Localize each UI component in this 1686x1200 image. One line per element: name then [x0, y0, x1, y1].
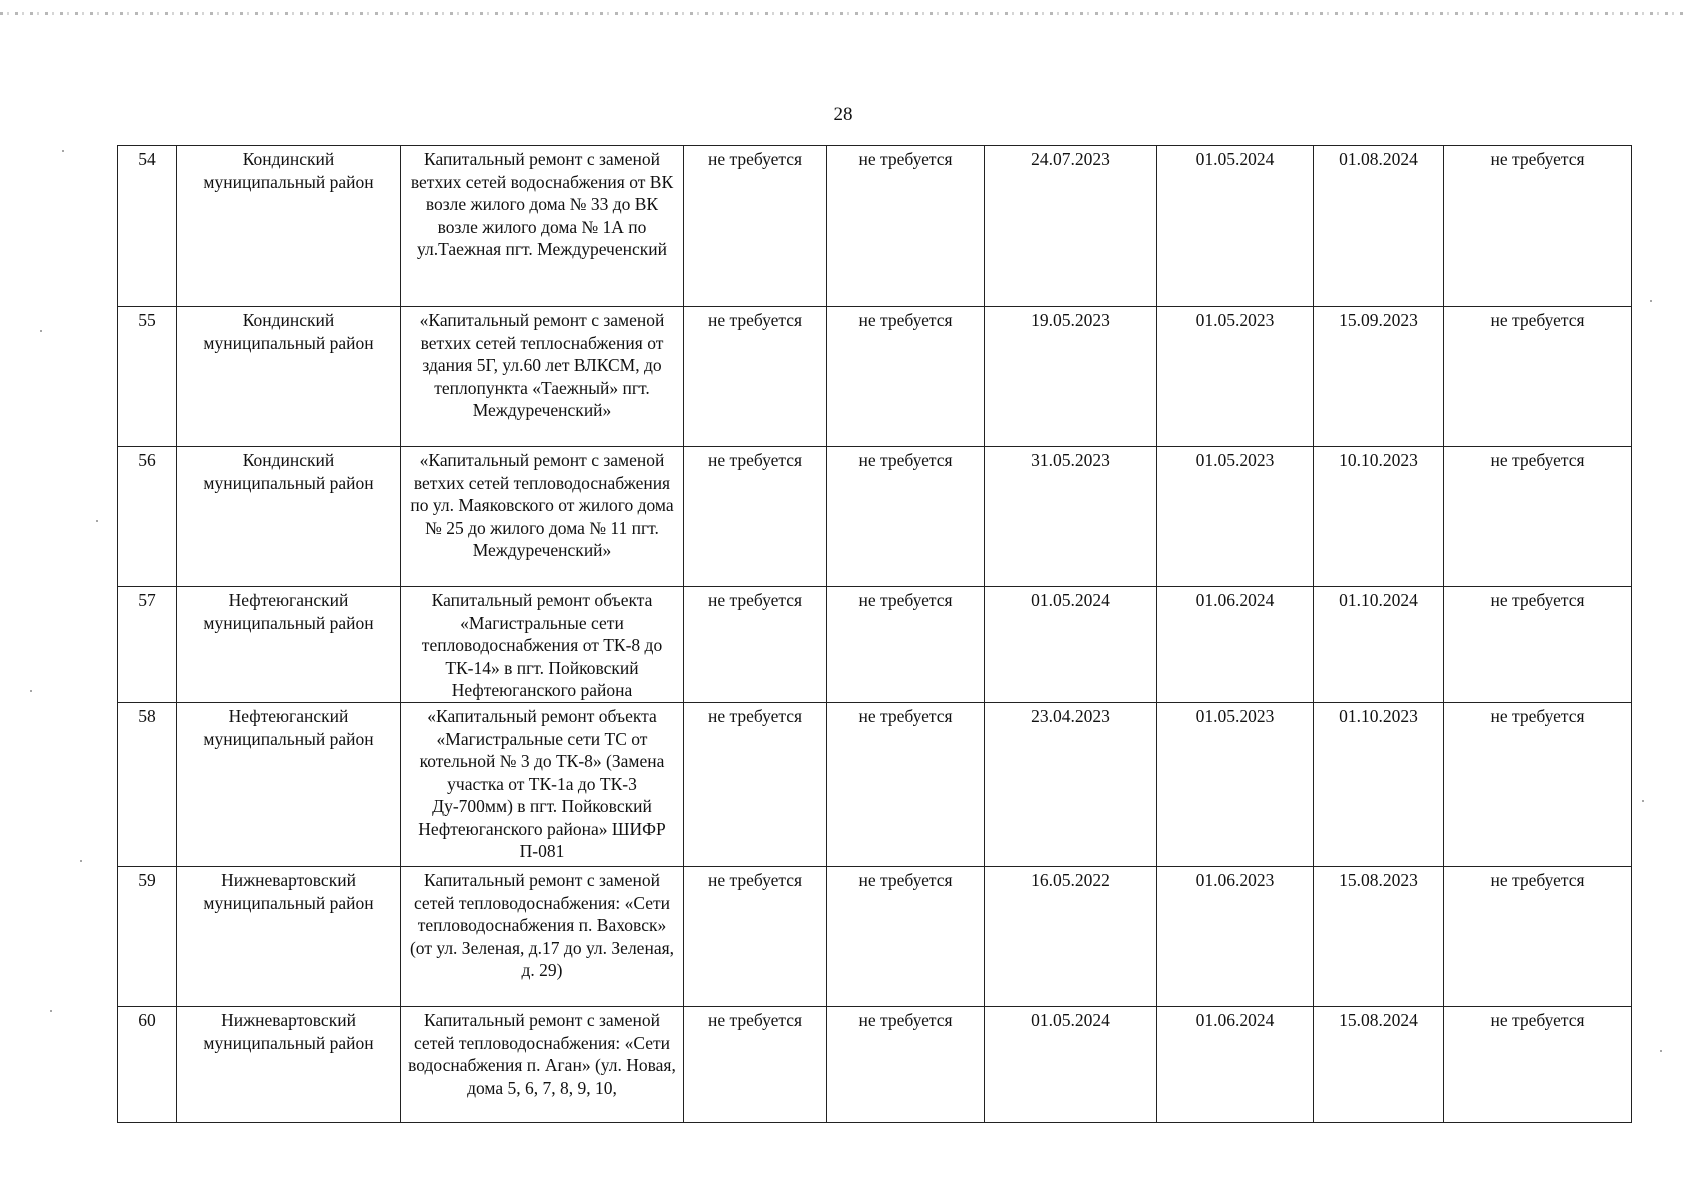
- scan-speck: [80, 860, 82, 862]
- row-number: 58: [118, 703, 177, 867]
- date-cell: 23.04.2023: [985, 703, 1157, 867]
- scan-speck: [1660, 1050, 1662, 1052]
- row-number: 59: [118, 867, 177, 1007]
- requirement-cell: не требуется: [1444, 867, 1632, 1007]
- municipality-cell: Кондинский муниципальный район: [177, 146, 401, 307]
- requirement-cell: не требуется: [1444, 703, 1632, 867]
- scan-edge-noise: [0, 12, 1686, 15]
- date-cell: 15.09.2023: [1314, 307, 1444, 447]
- table-row: [118, 146, 1632, 307]
- scan-speck: [1642, 800, 1644, 802]
- row-number: 60: [118, 1007, 177, 1123]
- date-cell: 24.07.2023: [985, 146, 1157, 307]
- date-cell: 19.05.2023: [985, 307, 1157, 447]
- date-cell: 01.06.2023: [1157, 867, 1314, 1007]
- table-row: [118, 867, 1632, 1007]
- table-row: [118, 307, 1632, 447]
- table-row: [118, 587, 1632, 703]
- requirement-cell: не требуется: [684, 447, 827, 587]
- object-cell: Капитальный ремонт с заменой сетей тепловодоснабжения: «Сети водоснабжения п. Аган» (ул. Новая, дома 5, 6, 7, 8, 9, 10,: [401, 1007, 684, 1123]
- date-cell: 01.08.2024: [1314, 146, 1444, 307]
- date-cell: 16.05.2022: [985, 867, 1157, 1007]
- date-cell: 31.05.2023: [985, 447, 1157, 587]
- requirement-cell: не требуется: [827, 146, 985, 307]
- scan-speck: [1650, 300, 1652, 302]
- requirement-cell: не требуется: [684, 146, 827, 307]
- municipality-cell: Нижневартовский муниципальный район: [177, 867, 401, 1007]
- date-cell: 01.10.2023: [1314, 703, 1444, 867]
- object-cell: «Капитальный ремонт с заменой ветхих сетей тепловодоснабжения по ул. Маяковского от жилого дома № 25 до жилого дома № 11 пгт. Междуреченский»: [401, 447, 684, 587]
- date-cell: 01.05.2024: [985, 587, 1157, 703]
- requirement-cell: не требуется: [1444, 587, 1632, 703]
- requirement-cell: не требуется: [684, 307, 827, 447]
- date-cell: 01.06.2024: [1157, 1007, 1314, 1123]
- requirement-cell: не требуется: [827, 1007, 985, 1123]
- row-number: 57: [118, 587, 177, 703]
- scan-speck: [96, 520, 98, 522]
- scan-speck: [50, 1010, 52, 1012]
- object-cell: Капитальный ремонт с заменой сетей тепловодоснабжения: «Сети тепловодоснабжения п. Ваховск» (от ул. Зеленая, д.17 до ул. Зеленая, д. 29): [401, 867, 684, 1007]
- object-cell: «Капитальный ремонт объекта «Магистральные сети ТС от котельной № 3 до ТК-8» (Замена участка от ТК-1а до ТК-3 Ду-700мм) в пгт. Пойковский Нефтеюганского района» ШИФР П-081: [401, 703, 684, 867]
- requirement-cell: не требуется: [1444, 146, 1632, 307]
- table-row: [118, 1007, 1632, 1123]
- date-cell: 01.05.2023: [1157, 447, 1314, 587]
- requirement-cell: не требуется: [684, 703, 827, 867]
- date-cell: 01.05.2023: [1157, 703, 1314, 867]
- requirement-cell: не требуется: [1444, 447, 1632, 587]
- row-number: 55: [118, 307, 177, 447]
- table-row: [118, 447, 1632, 587]
- requirement-cell: не требуется: [684, 1007, 827, 1123]
- requirement-cell: не требуется: [684, 587, 827, 703]
- scan-speck: [30, 690, 32, 692]
- requirement-cell: не требуется: [1444, 1007, 1632, 1123]
- requirement-cell: не требуется: [684, 867, 827, 1007]
- scan-speck: [40, 330, 42, 332]
- scan-speck: [62, 150, 64, 152]
- requirement-cell: не требуется: [827, 703, 985, 867]
- date-cell: 01.05.2023: [1157, 307, 1314, 447]
- requirement-cell: не требуется: [827, 867, 985, 1007]
- capital-repair-table: [117, 145, 1632, 1123]
- date-cell: 01.05.2024: [985, 1007, 1157, 1123]
- requirement-cell: не требуется: [827, 307, 985, 447]
- row-number: 56: [118, 447, 177, 587]
- requirement-cell: не требуется: [827, 447, 985, 587]
- row-number: 54: [118, 146, 177, 307]
- municipality-cell: Нефтеюганский муниципальный район: [177, 587, 401, 703]
- object-cell: Капитальный ремонт с заменой ветхих сетей водоснабжения от ВК возле жилого дома № 33 до ВК возле жилого дома № 1А по ул.Таежная пгт. Междуреченский: [401, 146, 684, 307]
- municipality-cell: Кондинский муниципальный район: [177, 307, 401, 447]
- date-cell: 01.10.2024: [1314, 587, 1444, 703]
- requirement-cell: не требуется: [1444, 307, 1632, 447]
- municipality-cell: Нижневартовский муниципальный район: [177, 1007, 401, 1123]
- municipality-cell: Кондинский муниципальный район: [177, 447, 401, 587]
- table-row: [118, 703, 1632, 867]
- date-cell: 01.06.2024: [1157, 587, 1314, 703]
- requirement-cell: не требуется: [827, 587, 985, 703]
- page-number: 28: [833, 104, 853, 125]
- object-cell: «Капитальный ремонт с заменой ветхих сетей теплоснабжения от здания 5Г, ул.60 лет ВЛКСМ, до теплопункта «Таежный» пгт. Междуреченский»: [401, 307, 684, 447]
- object-cell: Капитальный ремонт объекта «Магистральные сети тепловодоснабжения от ТК-8 до ТК-14» в пгт. Пойковский Нефтеюганского района: [401, 587, 684, 703]
- date-cell: 10.10.2023: [1314, 447, 1444, 587]
- date-cell: 15.08.2024: [1314, 1007, 1444, 1123]
- date-cell: 01.05.2024: [1157, 146, 1314, 307]
- municipality-cell: Нефтеюганский муниципальный район: [177, 703, 401, 867]
- date-cell: 15.08.2023: [1314, 867, 1444, 1007]
